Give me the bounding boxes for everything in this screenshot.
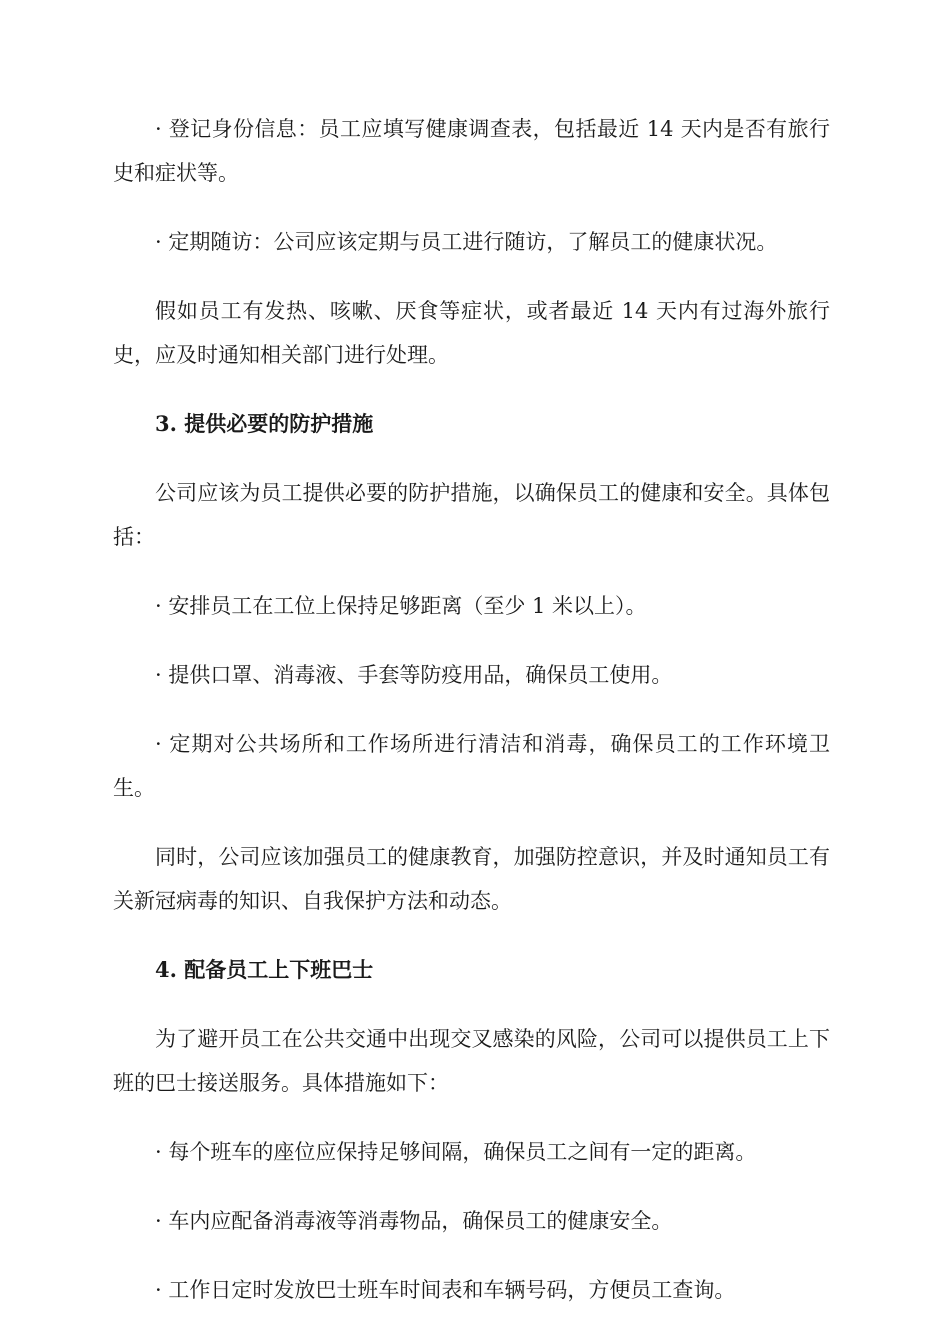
bullet-protective-supplies: · 提供口罩、消毒液、手套等防疫用品，确保员工使用。 xyxy=(155,663,673,687)
bullet-bus-disinfectant: · 车内应配备消毒液等消毒物品，确保员工的健康安全。 xyxy=(155,1209,673,1233)
bullet-seat-spacing: · 每个班车的座位应保持足够间隔，确保员工之间有一定的距离。 xyxy=(155,1140,757,1164)
paragraph-bus-intro: 为了避开员工在公共交通中出现交叉感染的风险，公司可以提供员工上下班的巴士接送服务。具体措施如下： xyxy=(113,1027,830,1095)
bullet-workstation-distance: · 安排员工在工位上保持足够距离（至少 1 米以上）。 xyxy=(155,594,647,618)
document-body xyxy=(113,107,830,1337)
paragraph-health-education: 同时，公司应该加强员工的健康教育，加强防控意识，并及时通知员工有关新冠病毒的知识、自我保护方法和动态。 xyxy=(113,845,830,913)
bullet-bus-timetable: · 工作日定时发放巴士班车时间表和车辆号码，方便员工查询。 xyxy=(155,1278,736,1302)
paragraph-protection-intro: 公司应该为员工提供必要的防护措施，以确保员工的健康和安全。具体包括： xyxy=(113,481,830,549)
bullet-cleaning-disinfection: · 定期对公共场所和工作场所进行清洁和消毒，确保员工的工作环境卫生。 xyxy=(113,732,830,800)
paragraph-symptom-report: 假如员工有发热、咳嗽、厌食等症状，或者最近 14 天内有过海外旅行史，应及时通知相关部门进行处理。 xyxy=(113,299,830,367)
section-heading-protection: 3. 提供必要的防护措施 xyxy=(155,411,374,436)
bullet-regular-followup: · 定期随访：公司应该定期与员工进行随访，了解员工的健康状况。 xyxy=(155,230,778,254)
section-heading-commute-bus: 4. 配备员工上下班巴士 xyxy=(155,957,374,982)
bullet-register-identity: · 登记身份信息：员工应填写健康调查表，包括最近 14 天内是否有旅行史和症状等。 xyxy=(113,117,830,185)
